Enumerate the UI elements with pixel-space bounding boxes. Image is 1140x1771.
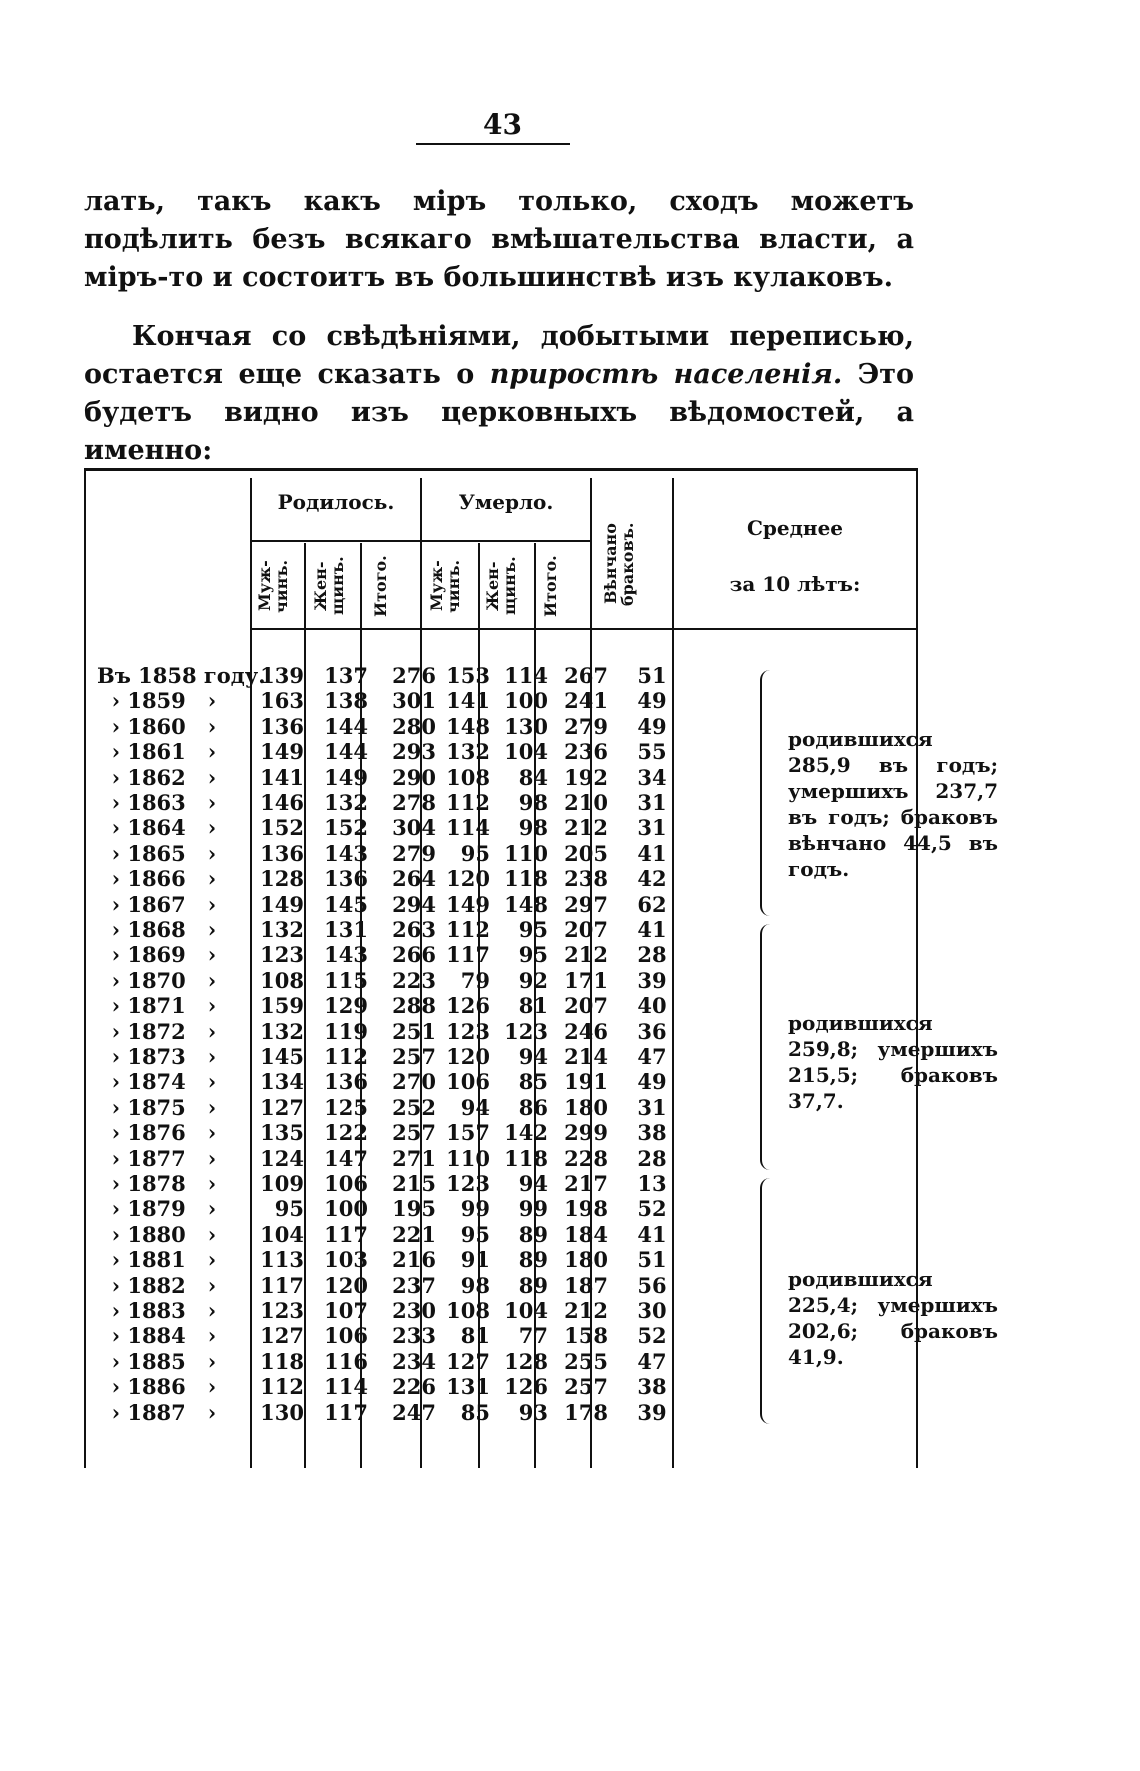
- table-top-rule: [84, 468, 918, 471]
- cell-t2: 297: [564, 891, 608, 917]
- cell-w2: 98: [518, 815, 548, 841]
- cell-m1: 117: [260, 1272, 304, 1298]
- cell-m2: 110: [446, 1145, 490, 1171]
- brace-period-3: [760, 1178, 776, 1424]
- statistics-table: [82, 468, 998, 1468]
- cell-t1: 215: [392, 1171, 436, 1196]
- cell-m1: 159: [260, 993, 304, 1019]
- cell-w2: 126: [504, 1374, 548, 1400]
- cell-w2: 110: [504, 840, 548, 866]
- cell-m2: 108: [446, 1298, 490, 1323]
- cell-w1: 119: [324, 1018, 368, 1044]
- row-year: › 1873 ›: [97, 1044, 217, 1069]
- cell-w2: 89: [518, 1272, 548, 1298]
- cell-w2: 81: [518, 993, 548, 1019]
- cell-m2: 94: [460, 1094, 490, 1120]
- table-row: [82, 1146, 922, 1171]
- cell-w2: 95: [518, 942, 548, 968]
- cell-w2: 104: [504, 739, 548, 765]
- cell-m1: 163: [260, 688, 304, 714]
- cell-w1: 106: [324, 1171, 368, 1196]
- cell-w2: 89: [518, 1221, 548, 1247]
- cell-m1: 149: [260, 891, 304, 917]
- header-average-title: Среднее: [746, 516, 844, 540]
- cell-t2: 207: [564, 917, 608, 942]
- subheader-rule: [250, 540, 590, 542]
- cell-t1: 293: [392, 739, 436, 765]
- cell-mar: 38: [637, 1374, 667, 1400]
- cell-mar: 28: [637, 1145, 667, 1171]
- cell-t1: 270: [392, 1069, 436, 1095]
- cell-w1: 103: [324, 1247, 368, 1273]
- cell-w1: 115: [324, 967, 368, 993]
- cell-t2: 236: [564, 739, 608, 765]
- cell-w1: 143: [324, 840, 368, 866]
- cell-m2: 123: [446, 1018, 490, 1044]
- row-year: › 1870 ›: [97, 967, 217, 993]
- header-born-men: Муж-чинъ.: [255, 559, 291, 613]
- cell-t1: 279: [392, 840, 436, 866]
- cell-w2: 95: [518, 917, 548, 942]
- cell-m1: 145: [260, 1044, 304, 1069]
- cell-m2: 127: [446, 1348, 490, 1374]
- cell-t1: 237: [392, 1272, 436, 1298]
- cell-w1: 144: [324, 713, 368, 739]
- cell-m2: 132: [446, 739, 490, 765]
- header-died-men: Муж-чинъ.: [427, 559, 463, 613]
- cell-t2: 210: [564, 790, 608, 815]
- cell-w1: 144: [324, 739, 368, 765]
- cell-mar: 13: [637, 1171, 667, 1196]
- cell-mar: 52: [637, 1196, 667, 1222]
- row-year: › 1882 ›: [97, 1272, 217, 1298]
- cell-m1: 149: [260, 739, 304, 765]
- cell-mar: 36: [637, 1018, 667, 1044]
- cell-w1: 136: [324, 1069, 368, 1095]
- row-year: › 1883 ›: [97, 1298, 217, 1323]
- header-died-total: Итого.: [541, 555, 560, 617]
- cell-t2: 180: [564, 1247, 608, 1273]
- table-row: [82, 1120, 922, 1145]
- average-period-3: родившихся 225,4; умершихъ 202,6; браковъ 41,9.: [788, 1267, 998, 1369]
- row-year: › 1885 ›: [97, 1348, 217, 1374]
- table-row: [82, 663, 922, 688]
- cell-m1: 127: [260, 1323, 304, 1349]
- row-year: › 1861 ›: [97, 739, 217, 765]
- cell-w2: 98: [518, 790, 548, 815]
- paragraph-2-before: Кончая со свѣдѣніями, добытыми переписью, остается еще сказать о: [84, 321, 914, 390]
- cell-mar: 55: [637, 739, 667, 765]
- cell-t2: 246: [564, 1018, 608, 1044]
- row-year: › 1867 ›: [97, 891, 217, 917]
- row-year: › 1872 ›: [97, 1018, 217, 1044]
- cell-mar: 40: [637, 993, 667, 1019]
- cell-m1: 123: [260, 1298, 304, 1323]
- cell-m1: 128: [260, 866, 304, 892]
- header-born-total: Итого.: [371, 555, 390, 617]
- cell-m2: 95: [460, 1221, 490, 1247]
- average-period-1: родившихся 285,9 въ годъ; умершихъ 237,7 въ годъ; браковъ вѣнчано 44,5 въ годъ.: [788, 727, 998, 881]
- cell-m2: 81: [460, 1323, 490, 1349]
- cell-m1: 152: [260, 815, 304, 841]
- cell-t2: 214: [564, 1044, 608, 1069]
- brace-period-2: [760, 924, 776, 1170]
- row-year: › 1864 ›: [97, 815, 217, 841]
- cell-m1: 146: [260, 790, 304, 815]
- cell-mar: 31: [637, 790, 667, 815]
- cell-m2: 112: [446, 917, 490, 942]
- cell-mar: 62: [637, 891, 667, 917]
- row-year: › 1862 ›: [97, 764, 217, 790]
- cell-m2: 114: [446, 815, 490, 841]
- cell-w2: 94: [518, 1044, 548, 1069]
- cell-w2: 92: [518, 967, 548, 993]
- cell-t1: 304: [392, 815, 436, 841]
- cell-mar: 49: [637, 1069, 667, 1095]
- cell-w1: 132: [324, 790, 368, 815]
- cell-t1: 278: [392, 790, 436, 815]
- cell-w2: 128: [504, 1348, 548, 1374]
- cell-t2: 171: [564, 967, 608, 993]
- cell-mar: 52: [637, 1323, 667, 1349]
- cell-t2: 257: [564, 1374, 608, 1400]
- cell-m1: 118: [260, 1348, 304, 1374]
- cell-m2: 148: [446, 713, 490, 739]
- cell-t1: 301: [392, 688, 436, 714]
- cell-m2: 112: [446, 790, 490, 815]
- cell-m1: 135: [260, 1120, 304, 1146]
- cell-t1: 257: [392, 1044, 436, 1069]
- cell-t1: 195: [392, 1196, 436, 1222]
- row-year: › 1881 ›: [97, 1247, 217, 1273]
- cell-w1: 117: [324, 1399, 368, 1425]
- cell-mar: 49: [637, 713, 667, 739]
- cell-m2: 99: [460, 1196, 490, 1222]
- cell-m2: 153: [446, 663, 490, 688]
- row-year: › 1874 ›: [97, 1069, 217, 1095]
- cell-m2: 95: [460, 840, 490, 866]
- cell-mar: 49: [637, 688, 667, 714]
- row-year: › 1875 ›: [97, 1094, 217, 1120]
- cell-mar: 31: [637, 815, 667, 841]
- cell-w2: 86: [518, 1094, 548, 1120]
- table-row: [82, 917, 922, 942]
- cell-w1: 145: [324, 891, 368, 917]
- cell-mar: 56: [637, 1272, 667, 1298]
- cell-w1: 114: [324, 1374, 368, 1400]
- page-number-rule: [416, 143, 570, 145]
- row-year: › 1863 ›: [97, 790, 217, 815]
- cell-m1: 139: [260, 663, 304, 688]
- cell-t2: 184: [564, 1221, 608, 1247]
- cell-m2: 117: [446, 942, 490, 968]
- cell-t1: 294: [392, 891, 436, 917]
- cell-mar: 41: [637, 840, 667, 866]
- cell-mar: 30: [637, 1298, 667, 1323]
- cell-w1: 152: [324, 815, 368, 841]
- cell-w2: 142: [504, 1120, 548, 1146]
- cell-t1: 251: [392, 1018, 436, 1044]
- cell-t1: 288: [392, 993, 436, 1019]
- paragraph-1: лать, такъ какъ міръ только, сходъ можетъ подѣлить безъ всякаго вмѣшательства власти, а міръ-то и состоитъ въ большинствѣ изъ кулаковъ.: [84, 186, 914, 293]
- cell-w2: 94: [518, 1171, 548, 1196]
- cell-t2: 178: [564, 1399, 608, 1425]
- header-born-women: Жен-щинъ.: [311, 556, 347, 616]
- average-period-2: родившихся 259,8; умершихъ 215,5; браковъ 37,7.: [788, 1011, 998, 1113]
- cell-m1: 127: [260, 1094, 304, 1120]
- cell-w2: 118: [504, 1145, 548, 1171]
- cell-w2: 99: [518, 1196, 548, 1222]
- row-year: › 1878 ›: [97, 1171, 217, 1196]
- cell-w2: 100: [504, 688, 548, 714]
- cell-m2: 131: [446, 1374, 490, 1400]
- cell-t1: 263: [392, 917, 436, 942]
- cell-w2: 93: [518, 1399, 548, 1425]
- header-bottom-rule: [250, 628, 918, 630]
- cell-w1: 136: [324, 866, 368, 892]
- cell-t2: 241: [564, 688, 608, 714]
- cell-w2: 118: [504, 866, 548, 892]
- cell-m1: 134: [260, 1069, 304, 1095]
- cell-w1: 138: [324, 688, 368, 714]
- cell-t2: 207: [564, 993, 608, 1019]
- cell-t2: 212: [564, 815, 608, 841]
- cell-w2: 130: [504, 713, 548, 739]
- row-year: › 1866 ›: [97, 866, 217, 892]
- cell-w1: 122: [324, 1120, 368, 1146]
- cell-t2: 198: [564, 1196, 608, 1222]
- cell-mar: 47: [637, 1348, 667, 1374]
- cell-m2: 120: [446, 866, 490, 892]
- cell-m2: 98: [460, 1272, 490, 1298]
- table-row: [82, 1400, 922, 1425]
- cell-t1: 221: [392, 1221, 436, 1247]
- cell-m1: 112: [260, 1374, 304, 1400]
- cell-m1: 123: [260, 942, 304, 968]
- table-row: [82, 1171, 922, 1196]
- cell-w2: 77: [518, 1323, 548, 1349]
- cell-mar: 42: [637, 866, 667, 892]
- cell-mar: 41: [637, 1221, 667, 1247]
- cell-w2: 84: [518, 764, 548, 790]
- cell-w1: 117: [324, 1221, 368, 1247]
- cell-t1: 264: [392, 866, 436, 892]
- cell-t2: 267: [564, 663, 608, 688]
- row-year: › 1877 ›: [97, 1145, 217, 1171]
- row-year: › 1876 ›: [97, 1120, 217, 1146]
- cell-t1: 230: [392, 1298, 436, 1323]
- cell-t2: 191: [564, 1069, 608, 1095]
- cell-m2: 91: [460, 1247, 490, 1273]
- table-row: [82, 968, 922, 993]
- row-year: › 1869 ›: [97, 942, 217, 968]
- cell-t1: 247: [392, 1399, 436, 1425]
- brace-period-1: [760, 670, 776, 916]
- cell-w2: 123: [504, 1018, 548, 1044]
- cell-w2: 85: [518, 1069, 548, 1095]
- row-year: › 1860 ›: [97, 713, 217, 739]
- cell-w1: 106: [324, 1323, 368, 1349]
- cell-m1: 113: [260, 1247, 304, 1273]
- cell-m2: 141: [446, 688, 490, 714]
- cell-mar: 38: [637, 1120, 667, 1146]
- cell-m1: 109: [260, 1171, 304, 1196]
- cell-m2: 123: [446, 1171, 490, 1196]
- row-year: › 1859 ›: [97, 688, 217, 714]
- header-average-subtitle: за 10 лѣтъ:: [729, 572, 861, 596]
- row-year: › 1879 ›: [97, 1196, 217, 1222]
- cell-m1: 95: [274, 1196, 304, 1222]
- cell-t1: 276: [392, 663, 436, 688]
- cell-w1: 100: [324, 1196, 368, 1222]
- cell-t1: 234: [392, 1348, 436, 1374]
- header-marriages: Вѣнчано браковъ.: [601, 522, 637, 606]
- cell-t2: 180: [564, 1094, 608, 1120]
- cell-m2: 79: [460, 967, 490, 993]
- cell-t2: 255: [564, 1348, 608, 1374]
- row-year: › 1871 ›: [97, 993, 217, 1019]
- cell-t1: 226: [392, 1374, 436, 1400]
- cell-t2: 212: [564, 1298, 608, 1323]
- cell-m2: 108: [446, 764, 490, 790]
- cell-mar: 51: [637, 663, 667, 688]
- cell-m1: 136: [260, 840, 304, 866]
- cell-w1: 131: [324, 917, 368, 942]
- cell-w2: 104: [504, 1298, 548, 1323]
- cell-mar: 31: [637, 1094, 667, 1120]
- row-year: Въ 1858 году.: [97, 663, 266, 688]
- header-died: Умерло.: [458, 490, 554, 514]
- cell-t2: 217: [564, 1171, 608, 1196]
- cell-t1: 257: [392, 1120, 436, 1146]
- cell-t1: 266: [392, 942, 436, 968]
- paragraph-2-after: Это будетъ видно изъ церковныхъ вѣдомостей, а именно:: [84, 359, 914, 466]
- cell-t1: 290: [392, 764, 436, 790]
- row-year: › 1884 ›: [97, 1323, 217, 1349]
- row-year: › 1886 ›: [97, 1374, 217, 1400]
- cell-mar: 28: [637, 942, 667, 968]
- cell-w2: 148: [504, 891, 548, 917]
- row-year: › 1880 ›: [97, 1221, 217, 1247]
- cell-w1: 112: [324, 1044, 368, 1069]
- cell-m1: 141: [260, 764, 304, 790]
- table-row: [82, 892, 922, 917]
- cell-t1: 252: [392, 1094, 436, 1120]
- cell-t2: 187: [564, 1272, 608, 1298]
- cell-t2: 205: [564, 840, 608, 866]
- header-died-women: Жен-щинъ.: [483, 556, 519, 616]
- cell-mar: 41: [637, 917, 667, 942]
- cell-w2: 114: [504, 663, 548, 688]
- cell-m2: 120: [446, 1044, 490, 1069]
- cell-t2: 158: [564, 1323, 608, 1349]
- cell-mar: 39: [637, 1399, 667, 1425]
- row-year: › 1865 ›: [97, 840, 217, 866]
- cell-w1: 125: [324, 1094, 368, 1120]
- cell-t2: 279: [564, 713, 608, 739]
- cell-w2: 89: [518, 1247, 548, 1273]
- table-row: [82, 942, 922, 967]
- cell-t1: 280: [392, 713, 436, 739]
- cell-m1: 136: [260, 713, 304, 739]
- cell-m2: 149: [446, 891, 490, 917]
- cell-w1: 149: [324, 764, 368, 790]
- cell-t1: 223: [392, 967, 436, 993]
- cell-w1: 120: [324, 1272, 368, 1298]
- cell-t2: 238: [564, 866, 608, 892]
- page-number: 43: [483, 108, 522, 141]
- cell-w1: 116: [324, 1348, 368, 1374]
- cell-w1: 107: [324, 1298, 368, 1323]
- cell-t1: 233: [392, 1323, 436, 1349]
- cell-t2: 299: [564, 1120, 608, 1146]
- cell-m1: 130: [260, 1399, 304, 1425]
- cell-w1: 147: [324, 1145, 368, 1171]
- table-row: [82, 1222, 922, 1247]
- cell-m2: 157: [446, 1120, 490, 1146]
- cell-w1: 143: [324, 942, 368, 968]
- cell-mar: 47: [637, 1044, 667, 1069]
- header-born: Родилось.: [277, 490, 395, 514]
- cell-m1: 132: [260, 917, 304, 942]
- cell-t1: 271: [392, 1145, 436, 1171]
- cell-t2: 212: [564, 942, 608, 968]
- cell-m2: 85: [460, 1399, 490, 1425]
- table-row: [82, 1196, 922, 1221]
- table-row: [82, 688, 922, 713]
- cell-w1: 129: [324, 993, 368, 1019]
- table-row: [82, 1374, 922, 1399]
- cell-m2: 106: [446, 1069, 490, 1095]
- paragraph-2-italic: приростѣ населенія.: [489, 359, 843, 390]
- cell-t1: 216: [392, 1247, 436, 1273]
- cell-m1: 132: [260, 1018, 304, 1044]
- cell-t2: 192: [564, 764, 608, 790]
- cell-m1: 108: [260, 967, 304, 993]
- cell-m1: 104: [260, 1221, 304, 1247]
- row-year: › 1887 ›: [97, 1399, 217, 1425]
- row-year: › 1868 ›: [97, 917, 217, 942]
- cell-t2: 228: [564, 1145, 608, 1171]
- cell-mar: 39: [637, 967, 667, 993]
- cell-mar: 34: [637, 764, 667, 790]
- cell-mar: 51: [637, 1247, 667, 1273]
- cell-m2: 126: [446, 993, 490, 1019]
- cell-m1: 124: [260, 1145, 304, 1171]
- cell-w1: 137: [324, 663, 368, 688]
- paragraph-2: [84, 318, 914, 470]
